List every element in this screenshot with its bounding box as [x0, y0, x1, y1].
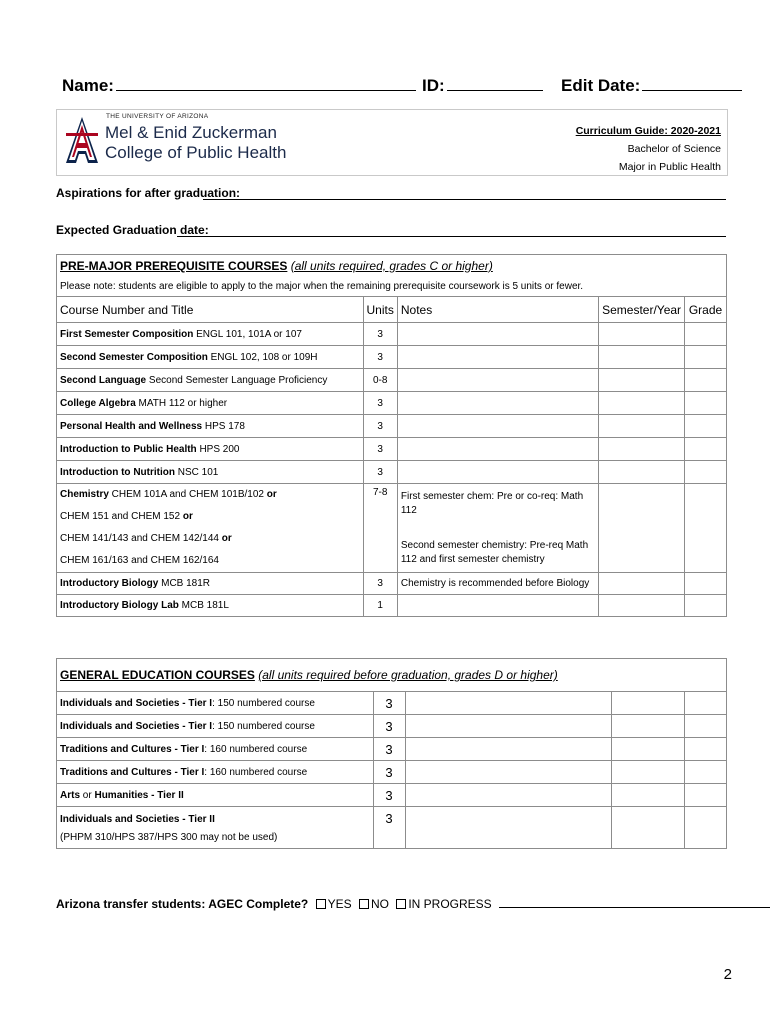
agec-label: Arizona transfer students: AGEC Complete?: [56, 897, 309, 911]
premajor-header-row: [57, 297, 727, 323]
grade-cell[interactable]: [685, 761, 727, 784]
course-name: College Algebra: [60, 397, 136, 409]
edit-date-line[interactable]: [642, 74, 742, 91]
notes-cell[interactable]: [397, 438, 598, 461]
or-text: or: [266, 489, 277, 500]
notes-cell[interactable]: [405, 715, 612, 738]
premajor-note: Please note: students are eligible to apply to the major when the remaining prerequisite coursework is 5 units or fewer.: [57, 277, 727, 297]
units-cell: 3: [363, 438, 397, 461]
page-number: 2: [723, 966, 732, 983]
premajor-title: [57, 255, 727, 277]
course-cell: [57, 415, 364, 438]
course-cell: [57, 461, 364, 484]
course-cell: [57, 323, 364, 346]
agec-question: [56, 897, 770, 911]
id-label: ID:: [422, 76, 445, 95]
checkbox-icon[interactable]: [316, 899, 326, 909]
name-label: Name:: [62, 76, 114, 95]
course-cell: [57, 392, 364, 415]
semester-cell[interactable]: [599, 415, 685, 438]
notes-cell[interactable]: [397, 369, 598, 392]
col-units: Units: [363, 297, 397, 323]
id-field[interactable]: [422, 74, 543, 96]
semester-cell[interactable]: [612, 738, 685, 761]
gened-title-note: (all units required before graduation, grades D or higher): [258, 668, 558, 682]
semester-cell[interactable]: [599, 595, 685, 617]
semester-cell[interactable]: [612, 807, 685, 849]
grade-cell[interactable]: [685, 461, 727, 484]
units-cell: 3: [373, 715, 405, 738]
course-cell: [57, 784, 374, 807]
grade-cell[interactable]: [685, 807, 727, 849]
units-cell: 3: [363, 415, 397, 438]
course-number: CHEM 101A and CHEM 101B/102: [108, 489, 267, 500]
premajor-table: [56, 254, 727, 617]
name-field[interactable]: [62, 74, 416, 96]
course-cell: [57, 761, 374, 784]
chem-note-2: Second semester chemistry: Pre-req Math 112 and first semester chemistry: [400, 540, 589, 565]
college-name: [105, 123, 286, 163]
course-cell: [57, 715, 374, 738]
agec-line[interactable]: [499, 897, 770, 908]
course-cell: [57, 369, 364, 392]
table-row: [57, 392, 727, 415]
grade-cell[interactable]: [685, 715, 727, 738]
or-text: or: [80, 789, 95, 801]
col-grade: Grade: [685, 297, 727, 323]
course-name: Individuals and Societies - Tier I: [60, 720, 213, 732]
university-name: THE UNIVERSITY OF ARIZONA: [106, 113, 209, 120]
notes-cell[interactable]: [397, 346, 598, 369]
notes-cell[interactable]: [397, 392, 598, 415]
grade-cell[interactable]: [685, 369, 727, 392]
in-progress-label: IN PROGRESS: [408, 897, 492, 911]
course-number: ENGL 102, 108 or 109H: [207, 351, 318, 363]
checkbox-icon[interactable]: [359, 899, 369, 909]
table-row: [57, 415, 727, 438]
table-row: [57, 738, 727, 761]
course-cell: [57, 807, 374, 849]
table-row: [57, 807, 727, 849]
aspirations-field[interactable]: [56, 186, 726, 202]
course-number: CHEM 141/143 and CHEM 142/144: [60, 533, 222, 544]
edit-date-label: Edit Date:: [561, 76, 641, 95]
gened-title-text: GENERAL EDUCATION COURSES: [60, 668, 255, 682]
notes-cell[interactable]: [405, 692, 612, 715]
grade-cell[interactable]: [685, 346, 727, 369]
table-row-chemistry: [57, 484, 727, 573]
grade-cell[interactable]: [685, 438, 727, 461]
grade-cell[interactable]: [685, 484, 727, 573]
agec-yes-option[interactable]: [312, 897, 352, 911]
semester-cell[interactable]: [599, 392, 685, 415]
course-name: Individuals and Societies - Tier I: [60, 697, 213, 709]
course-number: MATH 112 or higher: [135, 397, 228, 409]
notes-cell[interactable]: [397, 323, 598, 346]
university-a-logo-icon: [65, 116, 99, 164]
notes-cell: [397, 484, 598, 573]
id-line[interactable]: [447, 74, 543, 91]
table-row: [57, 595, 727, 617]
grade-cell[interactable]: [685, 692, 727, 715]
aspirations-line[interactable]: [203, 199, 726, 200]
units-cell: 3: [373, 784, 405, 807]
semester-cell[interactable]: [599, 369, 685, 392]
graduation-date-label: Expected Graduation date:: [56, 223, 209, 237]
semester-cell[interactable]: [599, 461, 685, 484]
table-row: [57, 761, 727, 784]
units-cell: 3: [363, 346, 397, 369]
units-cell: 3: [363, 573, 397, 595]
course-number: : 150 numbered course: [212, 720, 315, 732]
course-number: : 150 numbered course: [212, 697, 315, 709]
grade-cell[interactable]: [685, 415, 727, 438]
semester-cell[interactable]: [612, 761, 685, 784]
course-number: MCB 181R: [158, 578, 211, 589]
yes-label: YES: [327, 897, 352, 911]
course-number: NSC 101: [174, 466, 219, 478]
guide-degree: Bachelor of Science: [627, 143, 721, 155]
semester-cell[interactable]: [599, 484, 685, 573]
table-row: [57, 461, 727, 484]
course-name: Introductory Biology Lab: [60, 600, 179, 611]
course-name: Second Semester Composition: [60, 351, 208, 363]
course-number: : 160 numbered course: [204, 766, 308, 778]
units-cell: 1: [363, 595, 397, 617]
no-label: NO: [370, 897, 389, 911]
grade-cell[interactable]: [685, 738, 727, 761]
college-line-1: Mel & Enid Zuckerman: [105, 123, 277, 142]
course-name: Arts: [60, 789, 81, 801]
units-cell: 3: [373, 807, 405, 849]
notes-cell[interactable]: [397, 415, 598, 438]
course-name: Personal Health and Wellness: [60, 420, 203, 432]
guide-major: Major in Public Health: [618, 161, 721, 173]
course-restriction: (PHPM 310/HPS 387/HPS 300 may not be used): [60, 832, 278, 843]
college-line-2: College of Public Health: [105, 143, 287, 162]
agec-in-progress-option[interactable]: [392, 897, 491, 911]
course-name: Individuals and Societies - Tier II: [60, 814, 215, 825]
table-row: [57, 369, 727, 392]
course-cell: [57, 692, 374, 715]
grade-cell[interactable]: [685, 784, 727, 807]
semester-cell[interactable]: [599, 573, 685, 595]
course-number: HPS 200: [196, 443, 240, 455]
notes-cell[interactable]: [397, 595, 598, 617]
checkbox-icon[interactable]: [396, 899, 406, 909]
units-cell: 3: [363, 392, 397, 415]
semester-cell[interactable]: [599, 346, 685, 369]
premajor-title-text: PRE-MAJOR PREREQUISITE COURSES: [60, 258, 288, 273]
notes-cell[interactable]: [397, 461, 598, 484]
aspirations-label: Aspirations for after graduation:: [56, 186, 241, 200]
grade-cell[interactable]: [685, 595, 727, 617]
notes-cell[interactable]: [405, 807, 612, 849]
course-name: Traditions and Cultures - Tier I: [60, 766, 205, 778]
course-number: CHEM 161/163 and CHEM 162/164: [60, 555, 219, 566]
col-semester: Semester/Year: [599, 297, 685, 323]
agec-no-option[interactable]: [355, 897, 389, 911]
semester-cell[interactable]: [612, 692, 685, 715]
course-name-2: Humanities - Tier II: [94, 789, 184, 801]
premajor-title-note: (all units required, grades C or higher): [290, 258, 493, 273]
or-text: or: [182, 511, 193, 522]
units-cell: 3: [373, 738, 405, 761]
table-row: [57, 692, 727, 715]
name-line[interactable]: [116, 74, 416, 91]
graduation-date-field[interactable]: [56, 223, 726, 239]
graduation-date-line[interactable]: [177, 236, 726, 237]
edit-date-field[interactable]: [561, 74, 742, 96]
course-number: MCB 181L: [178, 600, 229, 611]
semester-cell[interactable]: [599, 438, 685, 461]
course-cell: [57, 573, 364, 595]
course-number: CHEM 151 and CHEM 152: [60, 511, 183, 522]
table-row: [57, 784, 727, 807]
chem-note-1: First semester chem: Pre or co-req: Math 112: [400, 491, 584, 516]
table-row: [57, 323, 727, 346]
units-cell: 0-8: [363, 369, 397, 392]
course-cell: [57, 438, 364, 461]
units-cell: 3: [373, 692, 405, 715]
semester-cell[interactable]: [599, 323, 685, 346]
course-number: HPS 178: [202, 420, 245, 432]
units-cell: 3: [363, 323, 397, 346]
course-name: First Semester Composition: [60, 328, 194, 340]
guide-title: Curriculum Guide: 2020-2021: [575, 125, 721, 137]
college-header-box: [56, 109, 728, 176]
notes-cell[interactable]: [405, 784, 612, 807]
course-name: Second Language: [60, 374, 147, 386]
notes-cell[interactable]: [405, 761, 612, 784]
course-name: Chemistry: [60, 489, 109, 500]
table-row: [57, 715, 727, 738]
course-number: ENGL 101, 101A or 107: [193, 328, 302, 340]
gened-title: [57, 659, 727, 692]
notes-cell[interactable]: [405, 738, 612, 761]
units-cell: 3: [363, 461, 397, 484]
grade-cell[interactable]: [685, 392, 727, 415]
semester-cell[interactable]: [612, 784, 685, 807]
gened-table: [56, 658, 727, 849]
curriculum-guide-info: [576, 122, 721, 176]
course-number: : 160 numbered course: [204, 743, 308, 755]
units-cell: 3: [373, 761, 405, 784]
grade-cell[interactable]: [685, 573, 727, 595]
course-number: Second Semester Language Proficiency: [146, 374, 328, 386]
col-course: Course Number and Title: [57, 297, 364, 323]
course-cell: [57, 346, 364, 369]
course-name: Introductory Biology: [60, 578, 159, 589]
or-text: or: [221, 533, 232, 544]
course-cell: [57, 484, 364, 573]
grade-cell[interactable]: [685, 323, 727, 346]
table-row: [57, 346, 727, 369]
notes-cell: Chemistry is recommended before Biology: [397, 573, 598, 595]
course-cell: [57, 738, 374, 761]
course-name: Introduction to Public Health: [60, 443, 197, 455]
units-cell: 7-8: [363, 484, 397, 573]
table-row: [57, 438, 727, 461]
table-row: [57, 573, 727, 595]
semester-cell[interactable]: [612, 715, 685, 738]
col-notes: Notes: [397, 297, 598, 323]
course-cell: [57, 595, 364, 617]
course-name: Traditions and Cultures - Tier I: [60, 743, 205, 755]
course-name: Introduction to Nutrition: [60, 466, 175, 478]
